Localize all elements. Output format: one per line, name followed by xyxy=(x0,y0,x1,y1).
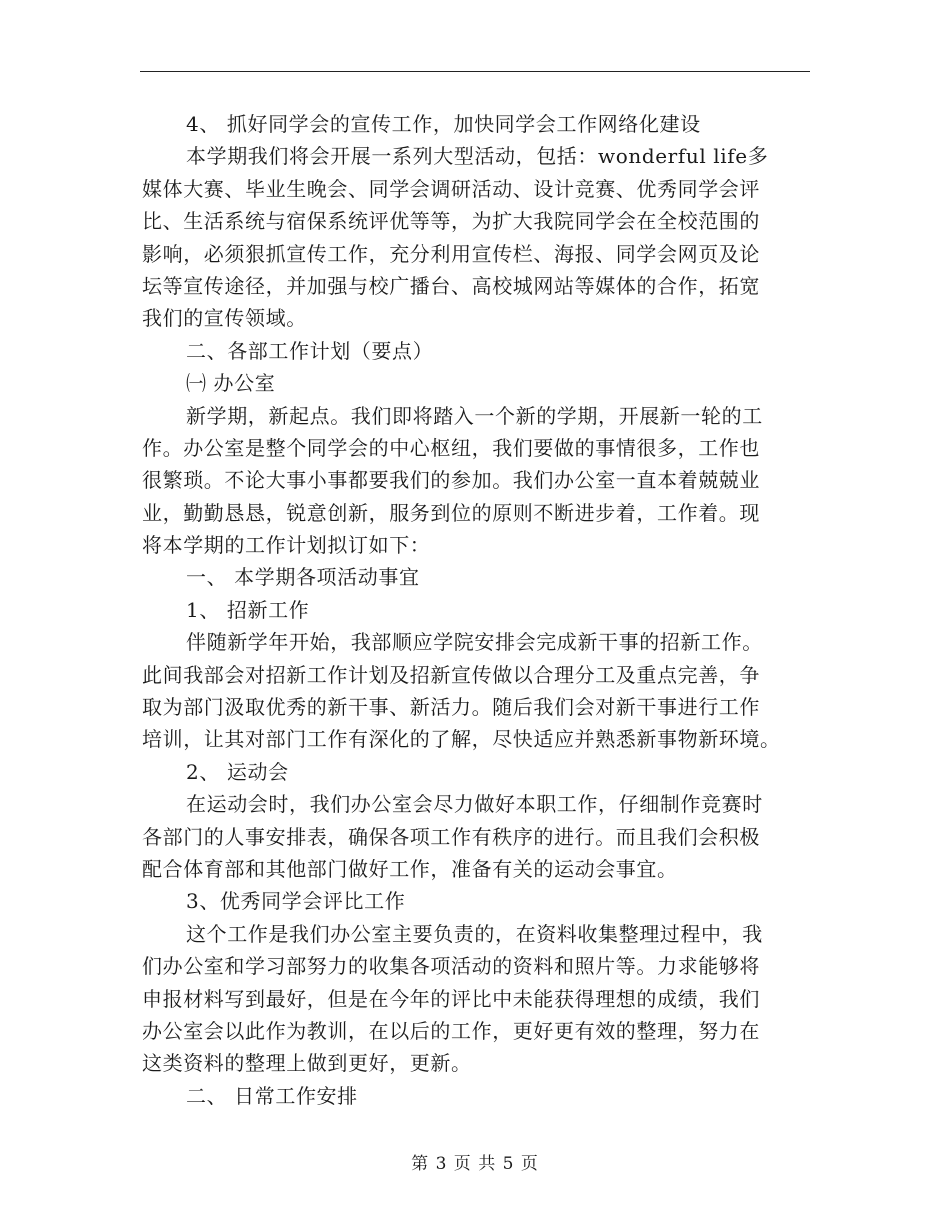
paragraph-line: 这类资料的整理上做到更好，更新。 xyxy=(142,1051,472,1076)
paragraph xyxy=(142,918,810,1080)
paragraph xyxy=(142,140,810,334)
paragraph xyxy=(142,788,810,885)
document-body xyxy=(142,108,810,1112)
paragraph-line: 坛等宣传途径，并加强与校广播台、高校城网站等媒体的合作，拓宽 xyxy=(142,273,760,298)
section-heading: 2、 运动会 xyxy=(186,759,289,784)
footer-prefix: 第 xyxy=(411,1154,430,1174)
section-heading: 3、优秀同学会评比工作 xyxy=(186,889,406,914)
footer-middle: 页 共 xyxy=(453,1154,497,1174)
paragraph-line: 本学期我们将会开展一系列大型活动，包括：wonderful life多 xyxy=(186,144,769,169)
paragraph-line: 此间我部会对招新工作计划及招新宣传做以合理分工及重点完善，争 xyxy=(142,662,760,687)
paragraph-line: 们办公室和学习部努力的收集各项活动的资料和照片等。力求能够将 xyxy=(142,954,760,979)
paragraph-line: 将本学期的工作计划拟订如下： xyxy=(142,533,431,558)
paragraph-line: 伴随新学年开始，我部顺应学院安排会完成新干事的招新工作。 xyxy=(186,630,763,655)
paragraph-line: 作。办公室是整个同学会的中心枢纽，我们要做的事情很多，工作也 xyxy=(142,435,760,460)
paragraph-line: 媒体大赛、毕业生晚会、同学会调研活动、设计竞赛、优秀同学会评 xyxy=(142,176,760,201)
paragraph xyxy=(142,400,810,562)
paragraph-line: 申报材料写到最好，但是在今年的评比中未能获得理想的成绩，我们 xyxy=(142,986,760,1011)
section-heading: 二、 日常工作安排 xyxy=(186,1083,358,1108)
paragraph-line: 取为部门汲取优秀的新干事、新活力。随后我们会对新干事进行工作 xyxy=(142,695,760,720)
paragraph-line: 很繁琐。不论大事小事都要我们的参加。我们办公室一直本着兢兢业 xyxy=(142,468,760,493)
paragraph xyxy=(142,626,810,756)
paragraph-line: 配合体育部和其他部门做好工作，准备有关的运动会事宜。 xyxy=(142,856,678,881)
paragraph-line: 新学期，新起点。我们即将踏入一个新的学期，开展新一轮的工 xyxy=(186,403,763,428)
paragraph-line: 我们的宣传领域。 xyxy=(142,306,307,331)
header-rule xyxy=(140,71,810,72)
section-heading: 1、 招新工作 xyxy=(186,597,310,622)
paragraph-line: 比、生活系统与宿保系统评优等等，为扩大我院同学会在全校范围的 xyxy=(142,209,760,234)
section-heading: 4、 抓好同学会的宣传工作，加快同学会工作网络化建设 xyxy=(186,112,701,136)
section-heading: 二、各部工作计划（要点） xyxy=(186,338,434,363)
section-heading: ㈠ 办公室 xyxy=(186,371,276,396)
footer-suffix: 页 xyxy=(520,1154,539,1174)
page-footer xyxy=(0,1152,950,1176)
paragraph-line: 影响，必须狠抓宣传工作，充分利用宣传栏、海报、同学会网页及论 xyxy=(142,241,760,266)
footer-total-pages: 5 xyxy=(502,1154,515,1174)
paragraph-line: 在运动会时，我们办公室会尽力做好本职工作，仔细制作竞赛时 xyxy=(186,792,763,817)
section-heading: 一、 本学期各项活动事宜 xyxy=(186,565,420,590)
footer-current-page: 3 xyxy=(435,1154,448,1174)
paragraph-line: 业，勤勤恳恳，锐意创新，服务到位的原则不断进步着，工作着。现 xyxy=(142,500,760,525)
paragraph-line: 培训，让其对部门工作有深化的了解，尽快适应并熟悉新事物新环境。 xyxy=(142,727,781,752)
paragraph-line: 办公室会以此作为教训，在以后的工作，更好更有效的整理，努力在 xyxy=(142,1018,760,1043)
paragraph-line: 这个工作是我们办公室主要负责的，在资料收集整理过程中，我 xyxy=(186,921,763,946)
paragraph-line: 各部门的人事安排表，确保各项工作有秩序的进行。而且我们会积极 xyxy=(142,824,760,849)
